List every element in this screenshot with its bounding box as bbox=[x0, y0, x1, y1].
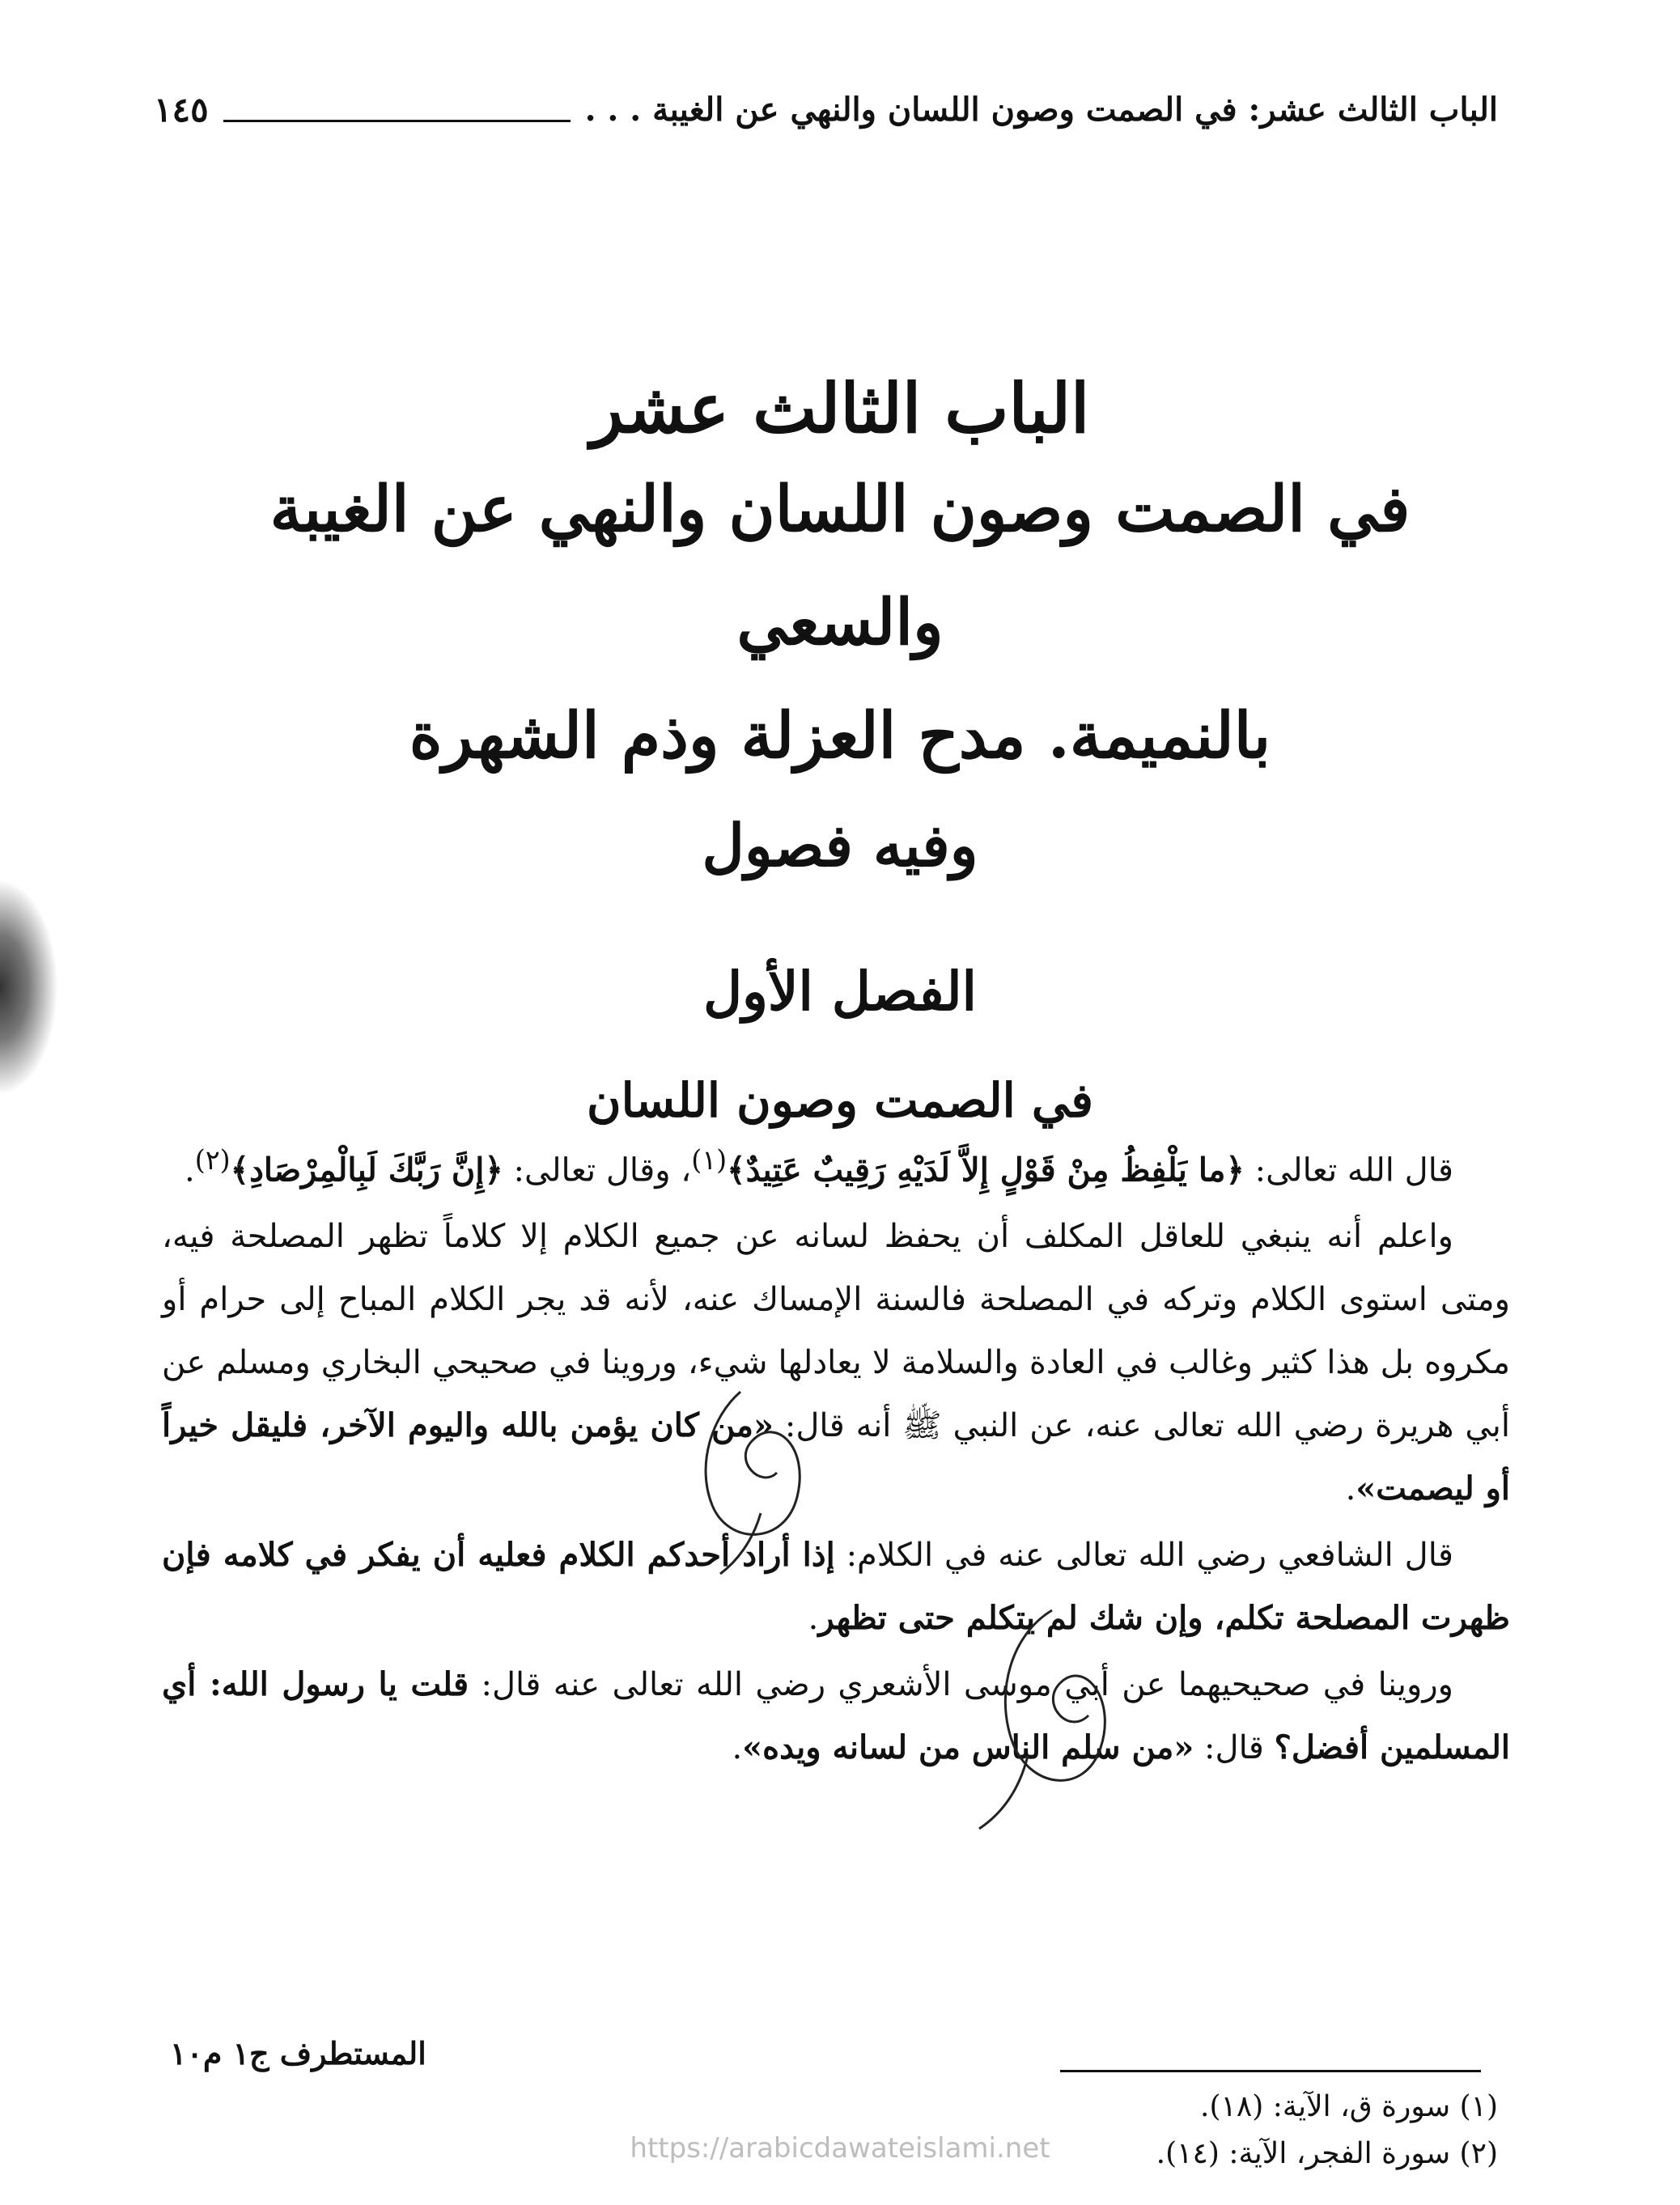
paragraph-1 bbox=[162, 1129, 1510, 1202]
header-rule bbox=[223, 120, 571, 122]
chapter-titles bbox=[178, 364, 1502, 1149]
pen-mark-2 bbox=[947, 1594, 1141, 1837]
watermark-url: https://arabicdawateislami.net bbox=[630, 2132, 1050, 2165]
text: . bbox=[1345, 1470, 1356, 1508]
footnote-2: (٢) سورة الفجر، الآية: (١٤). bbox=[1156, 2137, 1498, 2170]
sections-note: وفيه فصول bbox=[702, 811, 978, 880]
quran-verse: ﴿إِنَّ رَبَّكَ لَبِالْمِرْصَادِ﴾ bbox=[230, 1151, 503, 1189]
scan-binding-shadow bbox=[0, 882, 57, 1092]
book-signature: المستطرف ج١ م١٠ bbox=[170, 2035, 426, 2071]
running-header bbox=[154, 81, 1498, 138]
quran-verse: ﴿ما يَلْفِظُ مِنْ قَوْلٍ إِلاَّ لَدَيْهِ رَقِيبٌ عَتِيدٌ﴾ bbox=[727, 1151, 1245, 1189]
running-header-title: الباب الثالث عشر: في الصمت وصون اللسان والنهي عن الغيبة . . . bbox=[584, 90, 1498, 129]
text: واعلم أنه ينبغي للعاقل المكلف أن يحفظ لسانه عن جميع الكلام إلا كلاماً تظهر المصلحة فيه، ومتى استوى الكلام وتركه في المصلحة فالسنة الإمساك عنه، لأنه قد يجر الكلام المباح إلى حرام أو مكروه بل هذا كثير وغالب في العادة والسلامة لا يعادلها شيء، وروينا في صحيحي البخاري ومسلم عن أبي هريرة رضي الله تعالى عنه، عن النبي ﷺ أنه قال: bbox=[162, 1218, 1510, 1445]
text: . bbox=[808, 1600, 819, 1638]
chapter-title: الباب الثالث عشر bbox=[590, 368, 1090, 448]
footnote-1: (١) سورة ق، الآية: (١٨). bbox=[1200, 2090, 1498, 2123]
text: وروينا في صحيحيهما عن أبي موسى الأشعري رضي الله تعالى عنه قال: bbox=[469, 1666, 1453, 1704]
chapter-subtitle-line-1: في الصمت وصون اللسان والنهي عن الغيبة والسعي bbox=[269, 473, 1411, 659]
text: . bbox=[184, 1151, 195, 1189]
text: . bbox=[732, 1729, 743, 1767]
footnote-ref: (٢) bbox=[194, 1144, 231, 1176]
pen-mark-1 bbox=[664, 1368, 825, 1586]
section-subtitle: في الصمت وصون اللسان bbox=[586, 1073, 1094, 1128]
section-title: الفصل الأول bbox=[703, 960, 977, 1023]
chapter-subtitle-line-2: بالنميمة. مدح العزلة وذم الشهرة bbox=[409, 699, 1271, 773]
quote: إذا أراد أحدكم الكلام فعليه أن يفكر في كلامه فإن ظهرت المصلحة تكلم، وإن شك لم يتكلم حتى تظهر bbox=[162, 1536, 1510, 1638]
footnote-rule bbox=[1060, 2070, 1481, 2072]
quote: قلت يا رسول الله: أي المسلمين أفضل؟ bbox=[162, 1665, 1510, 1767]
text: قال الله تعالى: bbox=[1244, 1151, 1453, 1189]
text: قال الشافعي رضي الله تعالى عنه في الكلام: bbox=[834, 1537, 1453, 1575]
page-number: ١٤٥ bbox=[154, 89, 209, 129]
text: ، وقال تعالى: bbox=[503, 1151, 692, 1189]
paragraph-4 bbox=[162, 1653, 1510, 1779]
paragraph-3 bbox=[162, 1524, 1510, 1650]
hadith-quote: «من كان يؤمن بالله واليوم الآخر، فليقل خيراً أو ليصمت» bbox=[162, 1406, 1510, 1508]
body-text bbox=[162, 1129, 1510, 1779]
text: قال: bbox=[1194, 1729, 1275, 1767]
paragraph-2 bbox=[162, 1205, 1510, 1520]
footnote-ref: (١) bbox=[691, 1144, 728, 1176]
hadith-quote: «من سلم الناس من لسانه ويده» bbox=[742, 1728, 1194, 1767]
